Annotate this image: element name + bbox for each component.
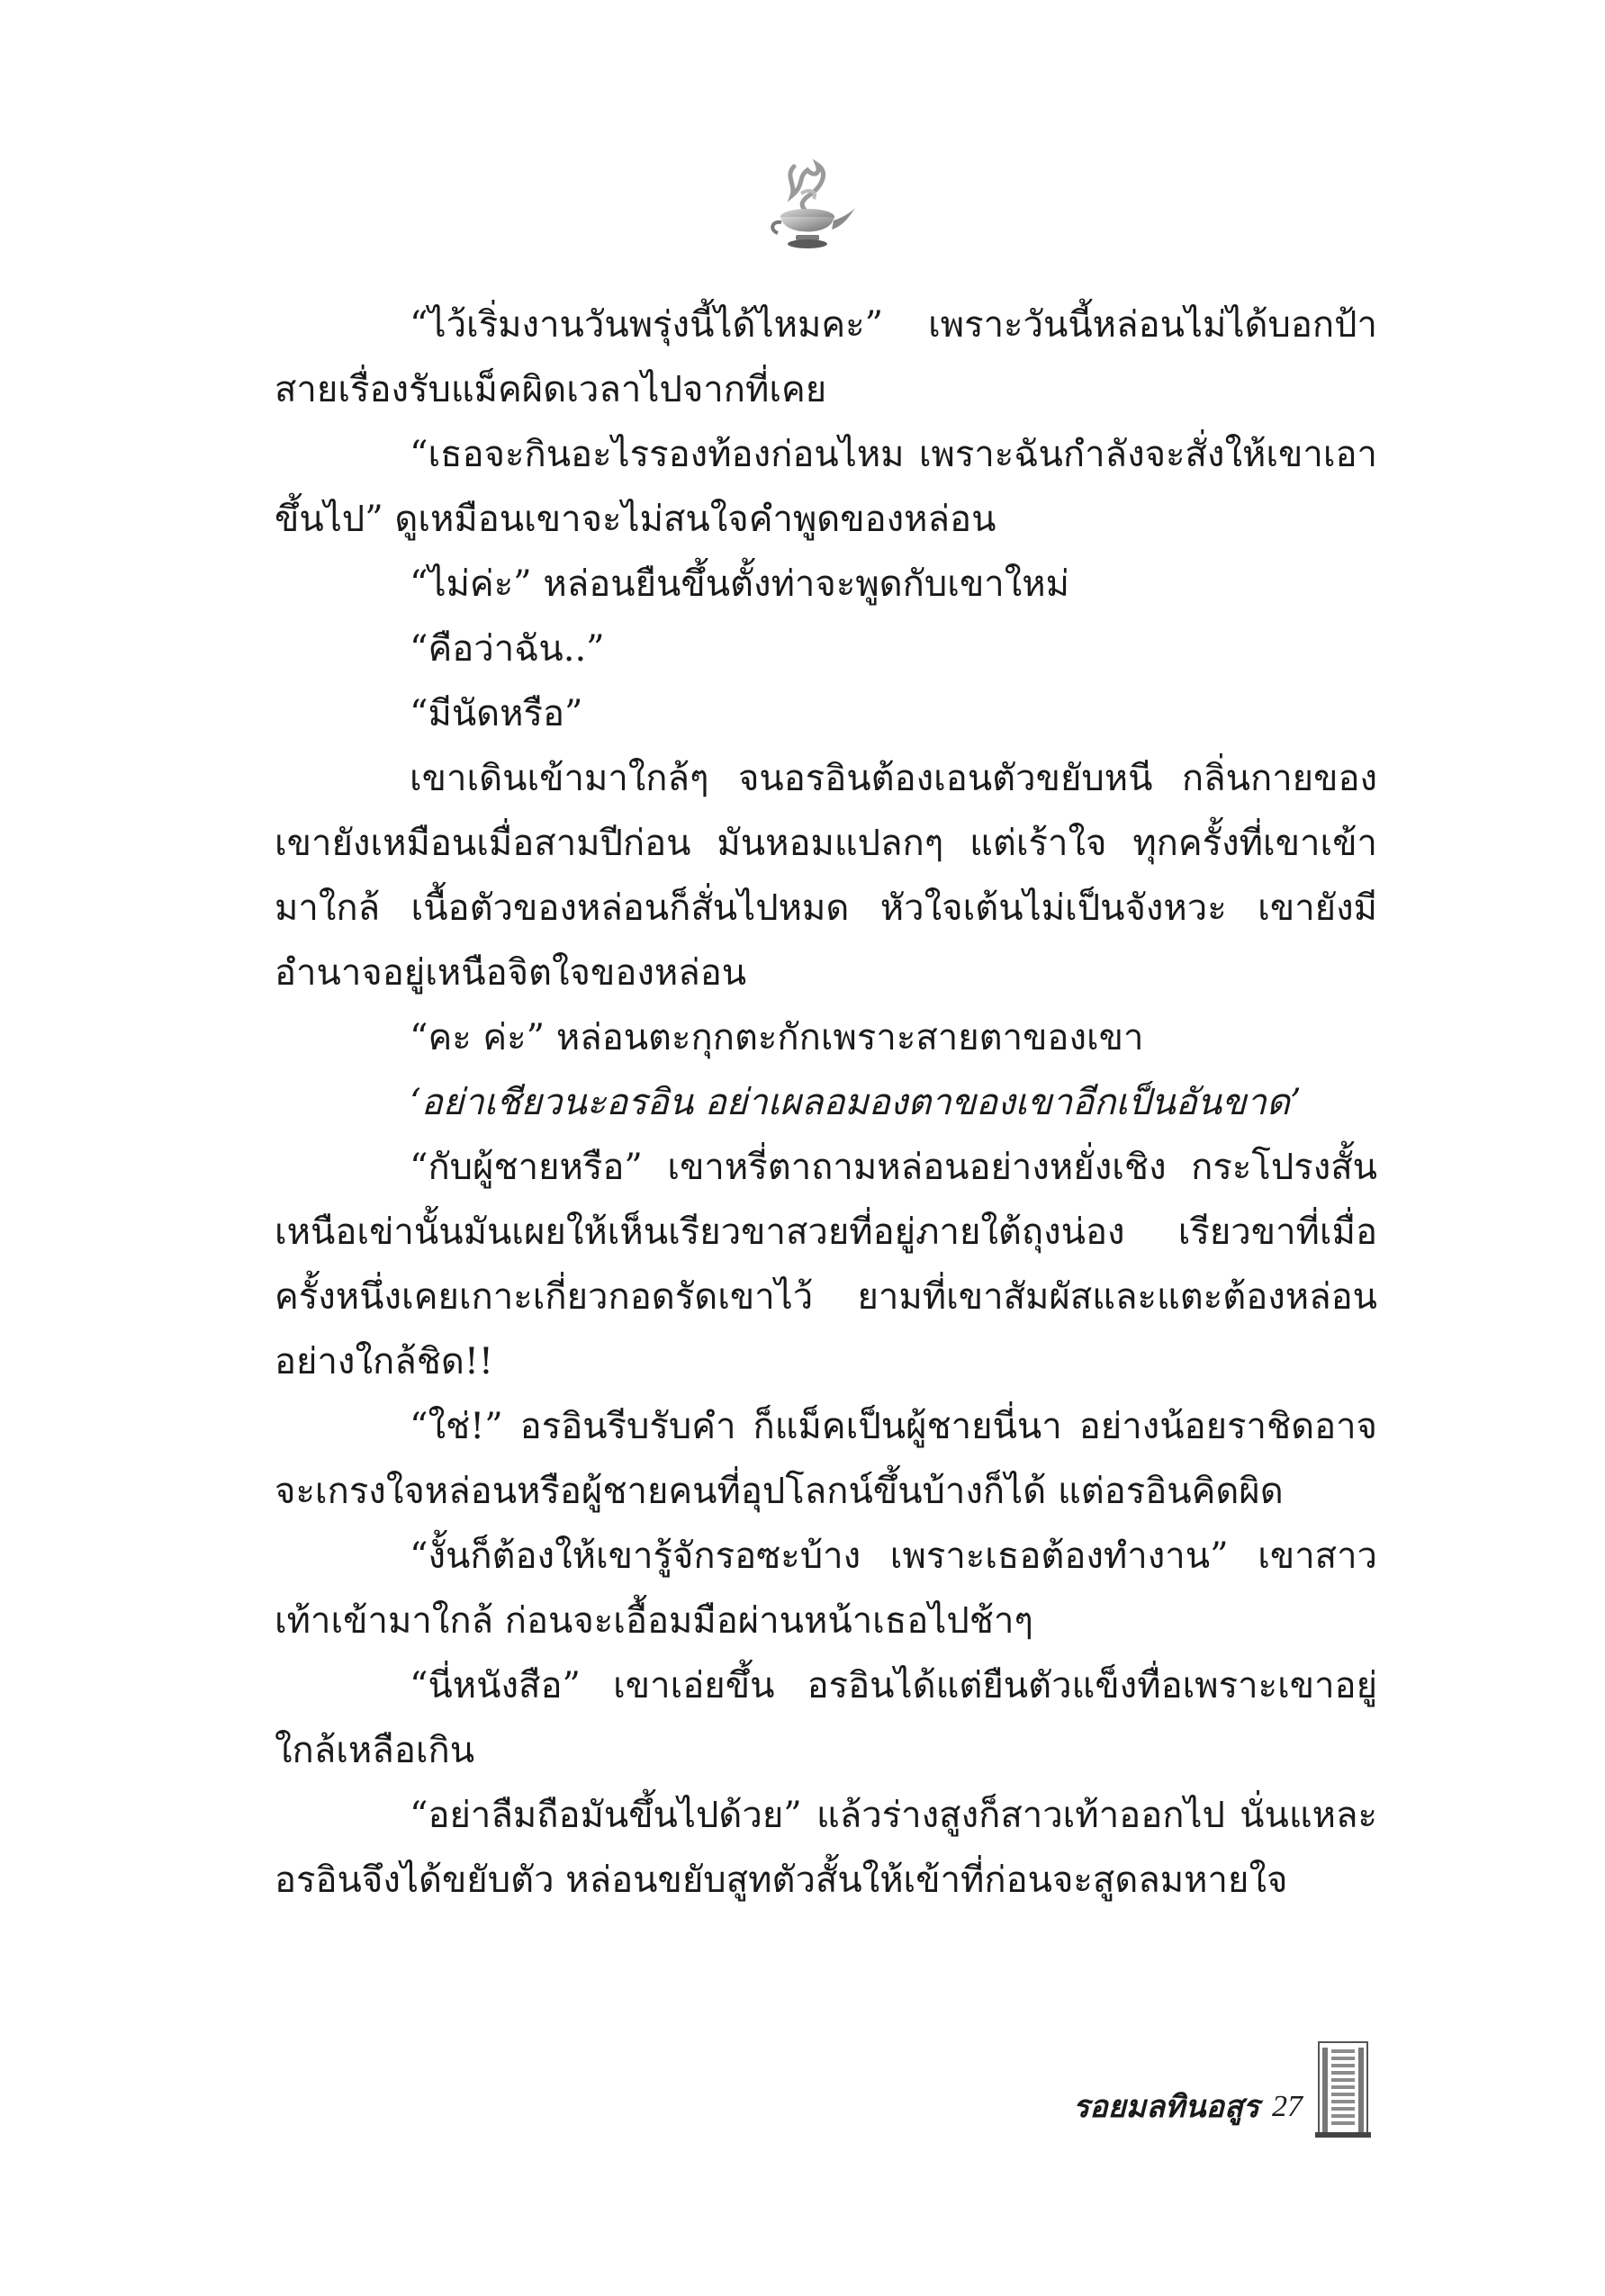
paragraph: “งั้นก็ต้องให้เขารู้จักรอซะบ้าง เพราะเธอต้องทำงาน” เขาสาวเท้าเข้ามาใกล้ ก่อนจะเอื้อมมือผ่านหน้าเธอไปช้าๆ	[275, 1535, 1377, 1642]
paragraph: “กับผู้ชายหรือ” เขาหรี่ตาถามหล่อนอย่างหยั่งเชิง กระโปรงสั้นเหนือเข่านั้นมันเผยให้เห็นเรียวขาสวยที่อยู่ภายใต้ถุงน่อง เรียวขาที่เมื่อครั้งหนึ่งเคยเกาะเกี่ยวกอดรัดเขาไว้ ยามที่เขาสัมผัสและแตะต้องหล่อนอย่างใกล้ชิด!!	[275, 1147, 1377, 1382]
paragraph: “เธอจะกินอะไรรองท้องก่อนไหม เพราะฉันกำลังจะสั่งให้เขาเอาขึ้นไป” ดูเหมือนเขาจะไม่สนใจคำพูดของหล่อน	[275, 434, 1377, 540]
paragraph: “นี่หนังสือ” เขาเอ่ยขึ้น อรอินได้แต่ยืนตัวแข็งทื่อเพราะเขาอยู่ใกล้เหลือเกิน	[275, 1665, 1377, 1771]
paragraph: “คะ ค่ะ” หล่อนตะกุกตะกักเพราะสายตาของเขา	[410, 1017, 1144, 1058]
inner-thought-paragraph: ‘อย่าเชียวนะอรอิน อย่าเผลอมองตาของเขาอีกเป็นอันขาด’	[410, 1082, 1302, 1123]
paragraph: “ใช่!” อรอินรีบรับคำ ก็แม็คเป็นผู้ชายนี่นา อย่างน้อยราชิดอาจจะเกรงใจหล่อนหรือผู้ชายคนที่อุปโลกน์ขึ้นบ้างก็ได้ แต่อรอินคิดผิด	[275, 1406, 1377, 1512]
page-footer	[1073, 2039, 1371, 2138]
body-text	[275, 293, 1377, 1913]
page-number: 27	[1272, 2090, 1303, 2123]
paragraph: “มีนัดหรือ”	[410, 693, 583, 734]
genie-lamp-icon	[758, 158, 857, 257]
book-title: รอยมลทินอสูร	[1073, 2089, 1259, 2125]
paragraph: เขาเดินเข้ามาใกล้ๆ จนอรอินต้องเอนตัวขยับหนี กลิ่นกายของเขายังเหมือนเมื่อสามปีก่อน มันหอมแปลกๆ แต่เร้าใจ ทุกครั้งที่เขาเข้ามาใกล้ เนื้อตัวของหล่อนก็สั่นไปหมด หัวใจเต้นไม่เป็นจังหวะ เขายังมีอำนาจอยู่เหนือจิตใจของหล่อน	[275, 758, 1377, 994]
paragraph: “ไม่ค่ะ” หล่อนยืนขึ้นตั้งท่าจะพูดกับเขาใหม่	[410, 563, 1070, 605]
paragraph: “ไว้เริ่มงานวันพรุ่งนี้ได้ไหมคะ” เพราะวันนี้หล่อนไม่ได้บอกป้าสายเรื่องรับแม็คผิดเวลาไปจากที่เคย	[275, 304, 1377, 410]
paragraph: “คือว่าฉัน..”	[410, 628, 605, 670]
paragraph: “อย่าลืมถือมันขึ้นไปด้วย” แล้วร่างสูงก็สาวเท้าออกไป นั่นแหละอรอินจึงได้ขยับตัว หล่อนขยับสูทตัวสั้นให้เข้าที่ก่อนจะสูดลมหายใจ	[275, 1795, 1377, 1901]
building-icon	[1315, 2039, 1371, 2138]
